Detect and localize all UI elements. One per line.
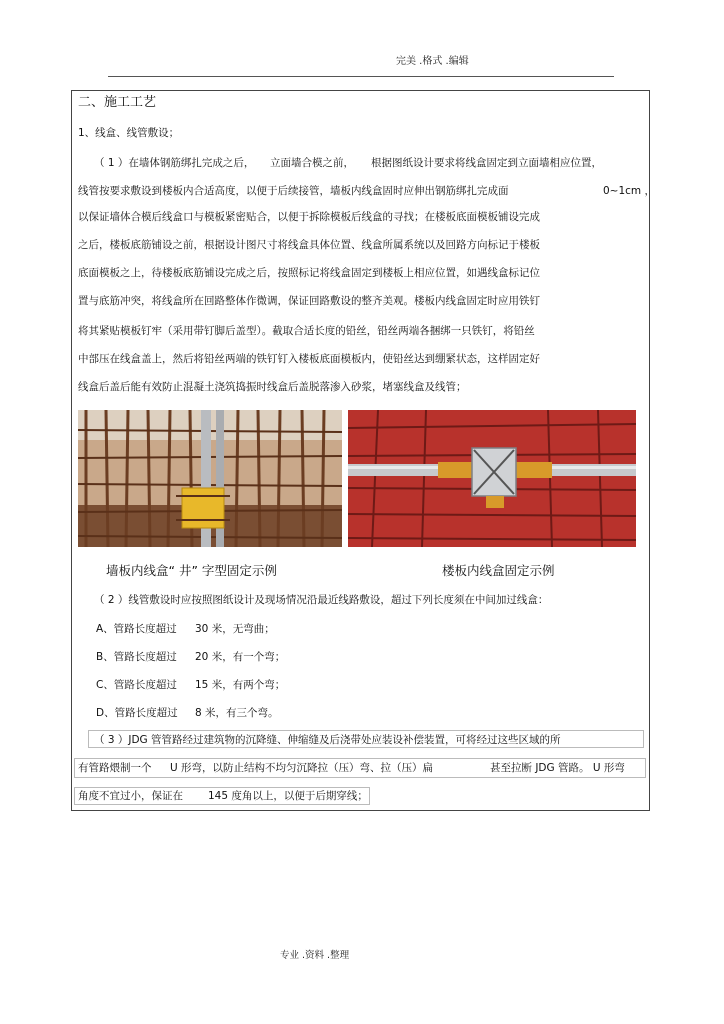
wall-junction-box-photo [78,410,342,547]
paragraph-line: 立面墙合模之前， [270,157,354,169]
list-item-value: 8 米，有三个弯。 [195,707,279,719]
paragraph-line: 线盒后盖后能有效防止混凝土浇筑捣振时线盒后盖脱落渗入砂浆，堵塞线盒及线管； [78,381,467,393]
list-item-label: B、管路长度超过 [96,651,177,663]
paragraph-line: 根据图纸设计要求将线盒固定到立面墙相应位置， [371,157,602,169]
list-item-value: 20 米，有一个弯； [195,651,286,663]
paragraph-line: 中部压在线盒盖上，然后将铅丝两端的铁钉钉入楼板底面模板内，使铅丝达到绷紧状态，这样固定好 [78,353,540,365]
paragraph-line: （ 3 ）JDG 管管路经过建筑物的沉降缝、伸缩缝及后浇带处应装设补偿装置，可将经过这些区域的所 [94,734,561,746]
paragraph-line: U 形弯，以防止结构不均匀沉降拉（压）弯、拉（压）扁 [170,762,434,774]
paragraph-line: 线管按要求敷设到楼板内合适高度，以便于后续接管，墙板内线盒固时应伸出钢筋绑扎完成面 [78,185,509,197]
paragraph-line: 将其紧贴模板钉牢（采用带钉脚后盖型）。截取合适长度的铅丝，铅丝两端各捆绑一只铁钉，将铅丝 [78,325,535,337]
subsection-title: 1、线盒、线管敷设； [78,127,180,139]
paragraph-line: 145 度角以上，以便于后期穿线； [208,790,368,802]
list-item-label: C、管路长度超过 [96,679,177,691]
paragraph-line: 甚至拉断 JDG 管路。 U 形弯 [490,762,625,774]
paragraph-line: 0~1cm ， [603,185,655,197]
slab-junction-box-photo [348,410,636,547]
list-item-value: 30 米，无弯曲； [195,623,275,635]
list-item-label: A、管路长度超过 [96,623,177,635]
paragraph-line: 之后，楼板底筋铺设之前，根据设计图尺寸将线盒具体位置、线盒所属系统以及回路方向标记于楼板 [78,239,540,251]
list-item-value: 15 米，有两个弯； [195,679,286,691]
paragraph-line: 置与底筋冲突，将线盒所在回路整体作微调，保证回路敷设的整齐美观。楼板内线盒固定时应用铁钉 [78,295,540,307]
photo-caption-slab: 楼板内线盒固定示例 [442,563,555,578]
paragraph-line: 有管路煨制一个 [78,762,152,774]
page-header: 完美 .格式 .编辑 [396,56,469,67]
page-footer: 专业 .资料 .整理 [280,950,350,961]
paragraph-line: （ 2 ）线管敷设时应按照图纸设计及现场情况沿最近线路敷设，超过下列长度须在中间加过线盒： [94,594,549,606]
paragraph-line: 角度不宜过小，保证在 [78,790,183,802]
photo-caption-wall: 墙板内线盒“ 井” 字型固定示例 [106,563,277,578]
paragraph-line: 底面模板之上，待楼板底筋铺设完成之后，按照标记将线盒固定到楼板上相应位置，如遇线盒标记位 [78,267,540,279]
paragraph-line: （ 1 ）在墙体钢筋绑扎完成之后， [94,157,255,169]
list-item-label: D、管路长度超过 [96,707,178,719]
section-heading: 二、施工工艺 [78,95,157,110]
header-rule [108,76,614,77]
paragraph-line: 以保证墙体合模后线盒口与模板紧密贴合，以便于拆除模板后线盒的寻找；在楼板底面模板铺设完成 [78,211,540,223]
